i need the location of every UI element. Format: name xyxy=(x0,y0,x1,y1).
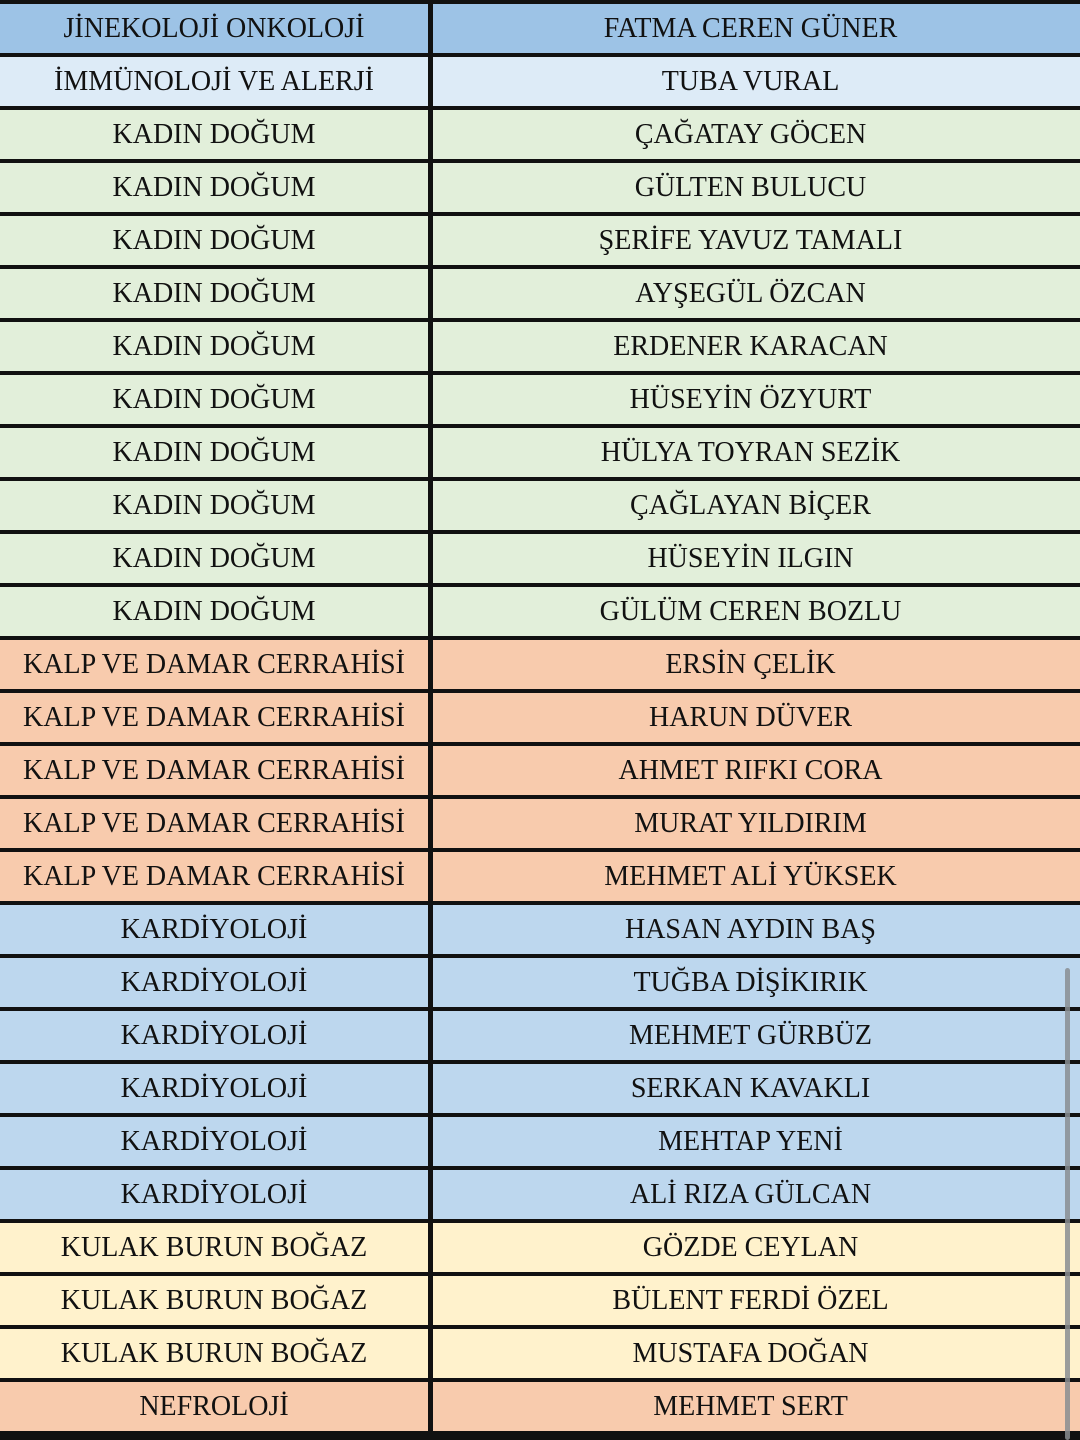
department-cell: KADIN DOĞUM xyxy=(0,163,428,212)
doctor-name-cell: HÜSEYİN ILGIN xyxy=(433,534,1080,583)
department-cell: KADIN DOĞUM xyxy=(0,322,428,371)
table-row xyxy=(0,428,1080,477)
doctor-name-cell: BÜLENT FERDİ ÖZEL xyxy=(433,1276,1080,1325)
table-row xyxy=(0,1276,1080,1325)
doctor-name-cell: HASAN AYDIN BAŞ xyxy=(433,905,1080,954)
table-row xyxy=(0,534,1080,583)
department-cell: KARDİYOLOJİ xyxy=(0,1117,428,1166)
department-cell: JİNEKOLOJİ ONKOLOJİ xyxy=(0,4,428,53)
table-row xyxy=(0,216,1080,265)
doctor-name-cell: MEHMET SERT xyxy=(433,1382,1080,1431)
doctor-name-cell: GÜLTEN BULUCU xyxy=(433,163,1080,212)
department-cell: KADIN DOĞUM xyxy=(0,481,428,530)
department-cell: KULAK BURUN BOĞAZ xyxy=(0,1276,428,1325)
department-cell: KADIN DOĞUM xyxy=(0,587,428,636)
department-cell: KADIN DOĞUM xyxy=(0,375,428,424)
department-cell: KADIN DOĞUM xyxy=(0,110,428,159)
doctor-name-cell: GÖZDE CEYLAN xyxy=(433,1223,1080,1272)
table-row xyxy=(0,852,1080,901)
department-cell: KARDİYOLOJİ xyxy=(0,1011,428,1060)
table-row xyxy=(0,640,1080,689)
doctor-name-cell: SERKAN KAVAKLI xyxy=(433,1064,1080,1113)
department-cell: KADIN DOĞUM xyxy=(0,428,428,477)
doctor-name-cell: MURAT YILDIRIM xyxy=(433,799,1080,848)
doctor-name-cell: MEHTAP YENİ xyxy=(433,1117,1080,1166)
department-cell: KARDİYOLOJİ xyxy=(0,1064,428,1113)
table-row xyxy=(0,799,1080,848)
doctor-name-cell: MUSTAFA DOĞAN xyxy=(433,1329,1080,1378)
doctor-name-cell: AYŞEGÜL ÖZCAN xyxy=(433,269,1080,318)
department-cell: KARDİYOLOJİ xyxy=(0,958,428,1007)
doctor-name-cell: ÇAĞATAY GÖCEN xyxy=(433,110,1080,159)
department-cell: KADIN DOĞUM xyxy=(0,534,428,583)
department-cell: KALP VE DAMAR CERRAHİSİ xyxy=(0,693,428,742)
doctor-name-cell: MEHMET GÜRBÜZ xyxy=(433,1011,1080,1060)
department-cell: KARDİYOLOJİ xyxy=(0,905,428,954)
table-row xyxy=(0,958,1080,1007)
department-cell: İMMÜNOLOJİ VE ALERJİ xyxy=(0,57,428,106)
table-row xyxy=(0,587,1080,636)
department-cell: KADIN DOĞUM xyxy=(0,269,428,318)
doctor-name-cell: HÜLYA TOYRAN SEZİK xyxy=(433,428,1080,477)
doctor-name-cell: HARUN DÜVER xyxy=(433,693,1080,742)
doctor-name-cell: HÜSEYİN ÖZYURT xyxy=(433,375,1080,424)
table-row xyxy=(0,4,1080,53)
table-row xyxy=(0,1064,1080,1113)
doctor-name-cell: MEHMET ALİ YÜKSEK xyxy=(433,852,1080,901)
department-cell: KALP VE DAMAR CERRAHİSİ xyxy=(0,799,428,848)
table-row xyxy=(0,1223,1080,1272)
department-cell: KARDİYOLOJİ xyxy=(0,1170,428,1219)
doctor-name-cell: ERDENER KARACAN xyxy=(433,322,1080,371)
table-row xyxy=(0,110,1080,159)
doctor-name-cell: AHMET RIFKI CORA xyxy=(433,746,1080,795)
department-cell: KALP VE DAMAR CERRAHİSİ xyxy=(0,640,428,689)
department-cell: KALP VE DAMAR CERRAHİSİ xyxy=(0,746,428,795)
table-row xyxy=(0,1170,1080,1219)
department-cell: KALP VE DAMAR CERRAHİSİ xyxy=(0,852,428,901)
department-cell: NEFROLOJİ xyxy=(0,1382,428,1431)
table-row xyxy=(0,57,1080,106)
department-cell: KADIN DOĞUM xyxy=(0,216,428,265)
table-row xyxy=(0,905,1080,954)
table-row xyxy=(0,481,1080,530)
table-row xyxy=(0,693,1080,742)
table-row xyxy=(0,163,1080,212)
vertical-scrollbar[interactable] xyxy=(1065,968,1070,1440)
doctor-name-cell: FATMA CEREN GÜNER xyxy=(433,4,1080,53)
doctor-name-cell: ERSİN ÇELİK xyxy=(433,640,1080,689)
table-row xyxy=(0,1117,1080,1166)
doctor-name-cell: GÜLÜM CEREN BOZLU xyxy=(433,587,1080,636)
table-row xyxy=(0,269,1080,318)
doctor-name-cell: ÇAĞLAYAN BİÇER xyxy=(433,481,1080,530)
doctor-name-cell: TUBA VURAL xyxy=(433,57,1080,106)
table-row xyxy=(0,1011,1080,1060)
table-row xyxy=(0,746,1080,795)
table-row xyxy=(0,322,1080,371)
doctor-name-cell: ALİ RIZA GÜLCAN xyxy=(433,1170,1080,1219)
department-cell: KULAK BURUN BOĞAZ xyxy=(0,1329,428,1378)
table-row xyxy=(0,1329,1080,1378)
department-cell: KULAK BURUN BOĞAZ xyxy=(0,1223,428,1272)
doctor-name-cell: TUĞBA DİŞİKIRIK xyxy=(433,958,1080,1007)
doctor-name-cell: ŞERİFE YAVUZ TAMALI xyxy=(433,216,1080,265)
table-row xyxy=(0,1382,1080,1431)
table-row xyxy=(0,375,1080,424)
